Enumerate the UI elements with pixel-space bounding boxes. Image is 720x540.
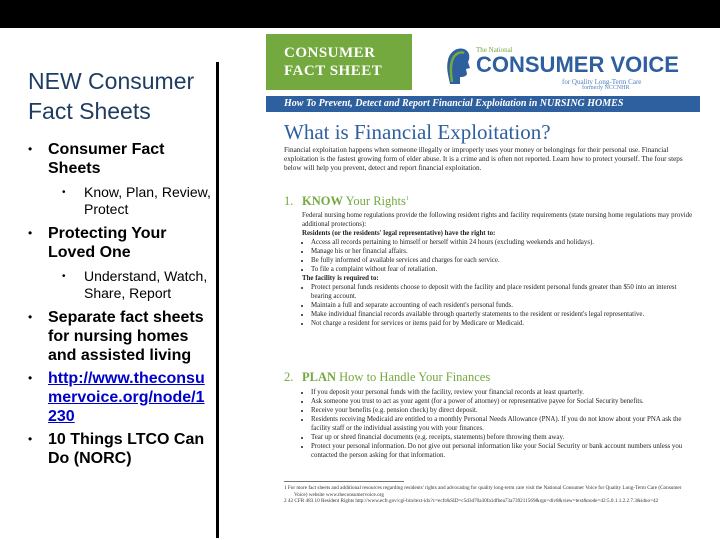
list-item: • Ask someone you trust to act as your agent (for a power of attorney) or representative payee for Social Security benefits. — [311, 397, 696, 406]
list-item: • Protect personal funds residents choose to deposit with the facility and place resident personal funds greater than $50 into an interest bearing account. — [311, 283, 696, 301]
list-item: • Maintain a full and separate accounting of each resident's personal funds. — [311, 301, 696, 310]
section-plan-title: 2. PLAN How to Handle Your Finances — [284, 370, 491, 384]
footnote: 1 For more fact sheets and additional resources regarding residents' rights and advocating for quality long-term care visit the National Consumer Voice for Quality Long-Term Care (Consumer Voice) website www.theconsumervoice.org — [284, 485, 682, 498]
logo-small-text: The National — [476, 46, 513, 54]
slide-title: NEW Consumer Fact Sheets — [28, 68, 195, 124]
consumer-voice-link[interactable]: http://www.theconsumervoice.org/node/1230 — [48, 370, 205, 425]
list-item: • Receive your benefits (e.g. pension check) by direct deposit. — [311, 406, 696, 415]
top-band — [0, 0, 720, 28]
section-know-head-a: Residents (or the residents' legal representative) have the right to: — [302, 230, 496, 237]
bullet-list — [28, 140, 212, 472]
section-know-lead: Federal nursing home regulations provide the following resident rights and facility requirements (state nursing home regulations may provide additional protections): — [302, 212, 693, 228]
list-item: • Not charge a resident for services or items paid for by Medicare or Medicaid. — [311, 319, 696, 328]
bullet-link — [28, 369, 212, 426]
fact-sheet-image — [262, 30, 704, 520]
section-know-head-b: The facility is required to: — [302, 275, 379, 282]
section-plan-body — [302, 388, 696, 460]
doc-banner: How To Prevent, Detect and Report Financial Exploitation in NURSING HOMES — [266, 96, 700, 112]
logo-big-text: CONSUMER VOICE — [476, 52, 679, 77]
consumer-voice-logo — [442, 40, 682, 92]
list-item: • If you deposit your personal funds with the facility, review your financial records at least quarterly. — [311, 388, 696, 397]
sub-bullet-know-plan: • Know, Plan, Review, Protect — [28, 184, 212, 218]
logo-formerly: formerly NCCNHR — [582, 85, 630, 91]
list-item: • Access all records pertaining to himself or herself within 24 hours (excluding weekends and holidays). — [311, 238, 696, 247]
list-item: • Residents receiving Medicaid are entitled to a monthly Personal Needs Allowance (PNA). If you do not know about your PNA ask the facility staff or the individual assisting you with your finances. — [311, 415, 696, 433]
list-item: • Make individual financial records available through quarterly statements to the resident or resident's legal representative. — [311, 310, 696, 319]
bullet-10-things: • 10 Things LTCO Can Do (NORC) — [28, 430, 212, 468]
sub-bullet-understand-watch: • Understand, Watch, Share, Report — [28, 268, 212, 302]
doc-heading: What is Financial Exploitation? — [284, 120, 551, 144]
list-item: • Be fully informed of available services and charges for each service. — [311, 256, 696, 265]
vertical-divider — [216, 62, 219, 538]
bullet-protecting-loved-one: • Protecting Your Loved One — [28, 224, 212, 262]
consumer-fact-sheet-badge: CONSUMER FACT SHEET — [266, 34, 412, 90]
doc-intro: Financial exploitation happens when someone illegally or improperly uses your money or belongings for their personal use. Financial exploitation is the fastest growing form of elder abuse. It is a crime and is often not reported. Learn how to protect yourself. The four steps below will help you prevent, detect and report financial exploitation. — [284, 146, 683, 172]
list-item: • Protect your personal information. Do not give out personal information like your Social Security or bank account numbers unless you contacted the person asking for that information. — [311, 442, 696, 460]
bullet-consumer-fact-sheets: • Consumer Fact Sheets — [28, 140, 212, 178]
logo-tagline: for Quality Long-Term Care — [562, 78, 642, 86]
list-item: • Manage his or her financial affairs. — [311, 247, 696, 256]
section-know-title: 1. KNOW Your Rights$^1$ — [284, 194, 409, 208]
head-profile-icon — [442, 44, 472, 86]
list-item: • To file a complaint without fear of retaliation. — [311, 265, 696, 274]
footnotes — [284, 485, 694, 505]
bullet-separate-fact-sheets: • Separate fact sheets for nursing homes and assisted living — [28, 308, 212, 365]
section-know-body — [302, 211, 696, 328]
footnote-rule — [284, 481, 404, 482]
list-item: • Tear up or shred financial documents (e.g. receipts, statements) before throwing them away. — [311, 433, 696, 442]
footnote: 2 42 CFR 483.10 Resident Rights http://www.ecfr.gov/cgi-bin/text-idx?c=ecfr&SID=c5d3d70a30fa1dfbea73a739211569&rgn=div8&view=text&node=42:5.0.1.1.2.2.7.3&idno=42 — [284, 498, 659, 505]
